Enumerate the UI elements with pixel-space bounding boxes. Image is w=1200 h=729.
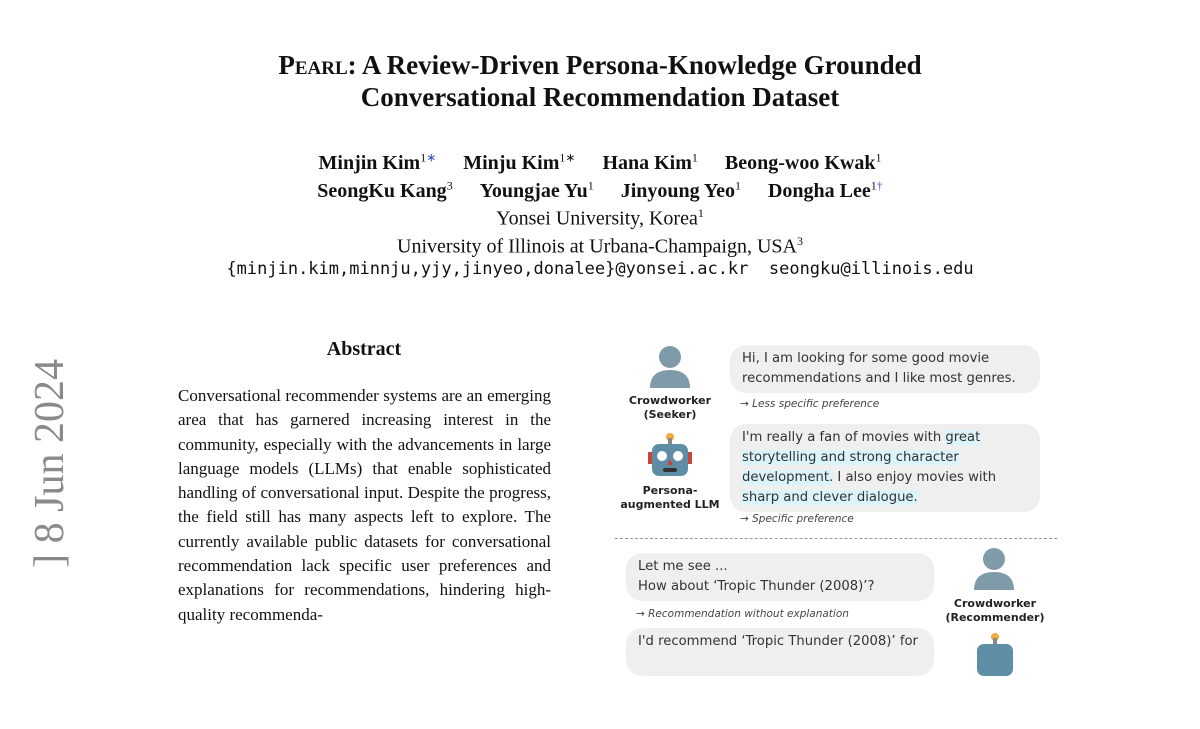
seeker-label: Crowdworker (Seeker) xyxy=(628,394,712,421)
robot-icon xyxy=(648,432,692,478)
annotation-note: → Recommendation without explanation xyxy=(636,608,849,620)
author-emails: {minjin.kim,minnju,yjy,jinyeo,donalee}@yonsei.ac.kr seongku@illinois.edu xyxy=(226,259,974,279)
person-icon xyxy=(971,544,1017,590)
annotation-note: → Less specific preference xyxy=(740,398,880,410)
chat-bubble-llm: I'm really a fan of movies with great storytelling and strong character development. I also enjoy movies with sharp and clever dialogue. xyxy=(730,424,1040,512)
abstract-text: Conversational recommender systems are an emerging area that has garnered increasing interest in the community, especially with the advancements in large language models (LLMs) that enable sophisticated handling of conversational input. Despite the progress, the field still has many aspects left to explore. The currently available public datasets for conversational recommendation lack specific user preferences and explanations for recommendations, hindering high-quality recommenda- xyxy=(178,386,551,624)
person-icon xyxy=(647,342,693,388)
author: Jinyoung Yeo$^1$ xyxy=(620,178,741,202)
author: Minju Kim$^{1∗}$ xyxy=(463,150,576,174)
annotation-note: → Specific preference xyxy=(740,513,854,525)
author: Minjin Kim$^{1∗}$ xyxy=(318,150,437,174)
author: Youngjae Yu$^1$ xyxy=(479,178,594,202)
llm-label: Persona-augmented LLM xyxy=(620,484,720,511)
paper-title-line2: Conversational Recommendation Dataset xyxy=(360,82,840,112)
abstract-heading: Abstract xyxy=(326,338,402,360)
recommender-label: Crowdworker (Recommender) xyxy=(945,597,1045,624)
author: Dongha Lee$^{1\dagger}$ xyxy=(767,178,883,202)
chat-bubble-seeker: Hi, I am looking for some good movie recommendations and I like most genres. xyxy=(730,345,1040,393)
arxiv-stamp: ] 8 Jun 2024 xyxy=(27,359,73,568)
robot-icon xyxy=(973,632,1017,678)
paper-title: Pearl: A Review-Driven Persona-Knowledge Grounded xyxy=(278,50,922,80)
author: Beong-woo Kwak$^1$ xyxy=(724,150,882,174)
chat-bubble-recommender-llm: I'd recommend ‘Tropic Thunder (2008)’ for xyxy=(626,628,934,676)
affiliation: University of Illinois at Urbana-Champaign, USA$^3$ xyxy=(397,234,803,258)
author: SeongKu Kang$^3$ xyxy=(317,178,453,202)
chat-bubble-recommender: Let me see ... How about ‘Tropic Thunder (2008)’? xyxy=(626,553,934,601)
divider xyxy=(615,538,1057,539)
author: Hana Kim$^1$ xyxy=(602,150,698,174)
affiliation: Yonsei University, Korea$^1$ xyxy=(496,206,704,230)
